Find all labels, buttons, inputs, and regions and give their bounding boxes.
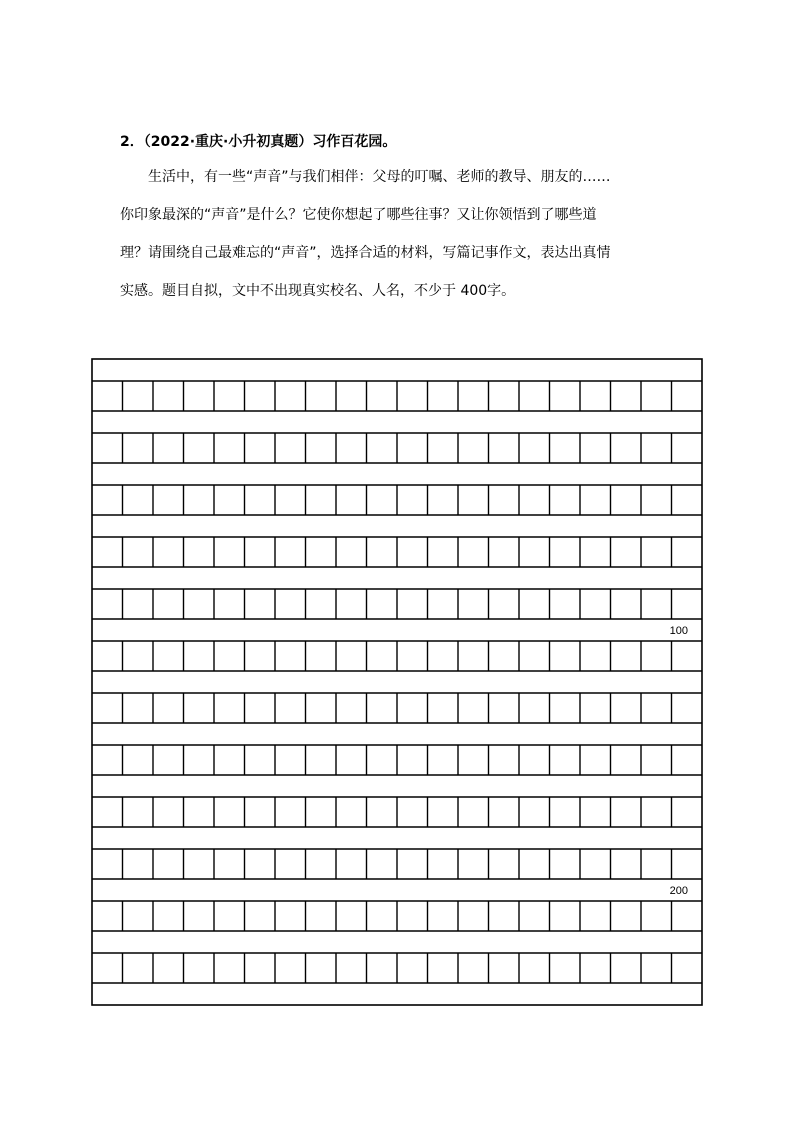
prompt-line: 实感。题目自拟，文中不出现真实校名、人名，不少于 400字。 [120, 283, 516, 299]
question-title: 2．（2022·重庆·小升初真题）习作百花园。 [120, 134, 397, 150]
word-count-marker: 200 [669, 885, 688, 897]
prompt-line: 理？请围绕自己最难忘的“声音”，选择合适的材料，写篇记事作文，表达出真情 [120, 245, 611, 261]
prompt-line: 生活中，有一些“声音”与我们相伴：父母的叮嘱、老师的教导、朋友的…… [148, 169, 611, 185]
prompt-line: 你印象最深的“声音”是什么？它使你想起了哪些往事？又让你领悟到了哪些道 [120, 207, 597, 223]
word-count-marker: 100 [669, 625, 688, 637]
